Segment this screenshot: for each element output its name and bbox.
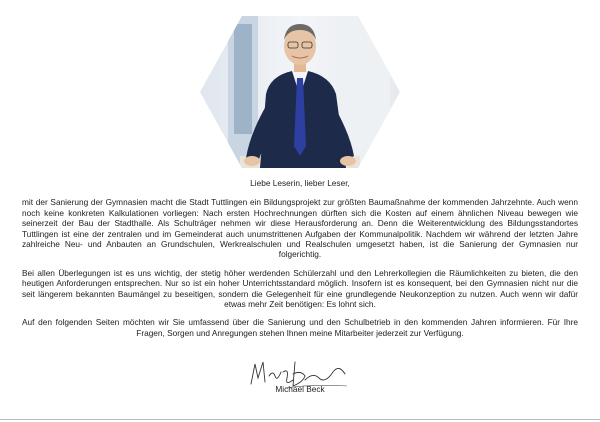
portrait-hexagon xyxy=(200,16,400,168)
salutation: Liebe Leserin, lieber Leser, xyxy=(250,178,350,188)
page-divider xyxy=(0,419,600,420)
paragraph-considerations: Bei allen Überlegungen ist es uns wichtig, der stetig höher werdenden Schülerzahl und den Lehrerkollegien die Räumlichkeiten zu bieten, die den heutigen Anforderungen entsprechen. Nur so ist ein hoher Unterrichtsstandard möglich. Insofern ist es konsequent, bei den Gymnasien nicht nur die seit längerem bekannten Baumängel zu beseitigen, sondern die Gelegenheit für eine grundlegende Neukonzeption zu nutzen. Auch wenn wir dafür etwas mehr Zeit benötigen: Es lohnt sich. xyxy=(22,267,578,310)
letter-body xyxy=(0,178,600,346)
paragraph-intro: mit der Sanierung der Gymnasien macht die Stadt Tuttlingen ein Bildungsprojekt zur größten Baumaßnahme der kommenden Jahrzehnte. Auch wenn noch keine konkreten Kalkulationen vorliegen: Nach ersten Hochrechnungen dürften sich die Kosten auf einem ähnlichen Niveau bewegen wie seinerzeit der Bau der Stadthalle. Als Schulträger nehmen wir diese Herausforderung an. Denn die Weiterentwicklung des Bildungsstandortes Tuttlingen ist eine der zentralen und im Gemeinderat auch unumstrittenen Aufgaben der Kommunalpolitik. Nachdem wir während der letzten Jahre zahlreiche Neu- und Anbauten an Grundschulen, Werkrealschulen und Realschulen umgesetzt haben, ist die Sanierung der Gymnasien nur folgerichtig. xyxy=(22,197,578,260)
signatory-name: Michael Beck xyxy=(275,384,325,394)
paragraph-closing: Auf den folgenden Seiten möchten wir Sie umfassend über die Sanierung und den Schulbetrieb in den kommenden Jahren informieren. Für Ihre Fragen, Sorgen und Anregungen stehen Ihnen meine Mitarbeiter jederzeit zur Verfügung. xyxy=(22,317,578,338)
